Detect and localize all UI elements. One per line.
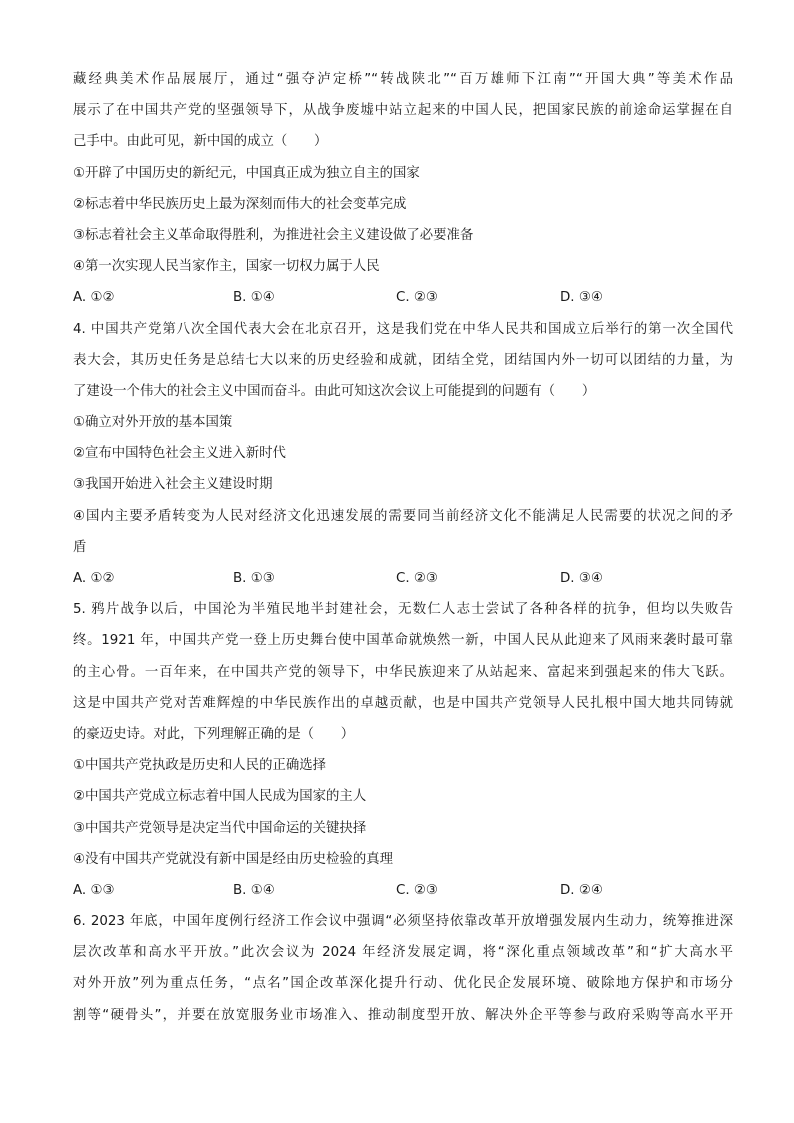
question-4-options [73, 563, 733, 594]
question-4-statement-4: ④国内主要矛盾转变为人民对经济文化迅速发展的需要同当前经济文化不能满足人民需要的状况之间的矛 [73, 508, 733, 524]
question-4-statement-2: ②宣布中国特色社会主义进入新时代 [73, 446, 286, 462]
question-5-option-c[interactable]: C. ②③ [396, 882, 438, 898]
question-5-stem-line-4: 这是中国共产党对苦难辉煌的中华民族作出的卓越贡献，也是中国共产党领导人民扎根中国大地共同铸就 [73, 695, 733, 711]
question-4-option-a[interactable]: A. ①② [73, 571, 115, 586]
question-5-option-b[interactable]: B. ①④ [233, 882, 275, 898]
question-4-option-b[interactable]: B. ①③ [233, 571, 275, 586]
question-5-options [73, 875, 733, 906]
question-3-stem-line-3: 己手中。由此可见，新中国的成立（ ） [73, 134, 328, 150]
question-5-statement-4: ④没有中国共产党就没有新中国是经由历史检验的真理 [73, 851, 393, 867]
question-5-statement-1: ①中国共产党执政是历史和人民的正确选择 [73, 758, 327, 774]
document-page [73, 64, 733, 1031]
question-4-option-c[interactable]: C. ②③ [396, 571, 438, 586]
question-3-statement-2: ②标志着中华民族历史上最为深刻而伟大的社会变革完成 [73, 196, 407, 212]
question-3 [73, 64, 733, 314]
question-6-stem-line-4: 割等“硬骨头”，并要在放宽服务业市场准入、推动制度型开放、解决外企平等参与政府采购等高水平开 [73, 1007, 733, 1023]
question-5-stem-line-3: 的主心骨。一百年来，在中国共产党的领导下，中华民族迎来了从站起来、富起来到强起来的伟大飞跃。 [73, 664, 733, 680]
question-3-stem-line-2: 展示了在中国共产党的坚强领导下，从战争废墟中站立起来的中国人民，把国家民族的前途命运掌握在自 [73, 103, 733, 119]
question-4-stem-line-2: 表大会，其历史任务是总结七大以来的历史经验和成就，团结全党，团结国内外一切可以团结的力量，为 [73, 352, 733, 368]
question-3-statement-1: ①开辟了中国历史的新纪元，中国真正成为独立自主的国家 [73, 165, 420, 181]
question-3-stem-line-1: 藏经典美术作品展展厅，通过“强夺泸定桥”“转战陕北”“百万雄师下江南”“开国大典”等美术作品 [73, 72, 733, 87]
question-5-option-d[interactable]: D. ②④ [560, 882, 603, 898]
question-3-option-c[interactable]: C. ②③ [396, 290, 438, 306]
question-4-option-d[interactable]: D. ③④ [560, 571, 603, 586]
question-6-stem-line-2: 层次改革和高水平开放。”此次会议为 2024 年经济发展定调，将“深化重点领域改革”和“扩大高水平 [73, 945, 733, 961]
question-4-statement-1: ①确立对外开放的基本国策 [73, 415, 233, 431]
question-3-option-b[interactable]: B. ①④ [233, 290, 275, 306]
question-5-statement-2: ②中国共产党成立标志着中国人民成为国家的主人 [73, 789, 367, 805]
question-3-option-a[interactable]: A. ①② [73, 290, 115, 306]
question-3-statement-3: ③标志着社会主义革命取得胜利，为推进社会主义建设做了必要准备 [73, 227, 474, 243]
question-4-stem-line-3: 了建设一个伟大的社会主义中国而奋斗。由此可知这次会议上可能提到的问题有（ ） [73, 383, 596, 399]
question-5-stem-line-2: 终。1921 年，中国共产党一登上历史舞台使中国革命就焕然一新，中国人民从此迎来了风雨来袭时最可靠 [73, 633, 733, 649]
question-5-stem-line-1: 5. 鸦片战争以后，中国沦为半殖民地半封建社会，无数仁人志士尝试了各种各样的抗争，但均以失败告 [73, 602, 733, 618]
question-6-stem-line-1: 6. 2023 年底，中国年度例行经济工作会议中强调“必须坚持依靠改革开放增强发展内生动力，统筹推进深 [73, 914, 733, 930]
question-4-statement-3: ③我国开始进入社会主义建设时期 [73, 477, 273, 493]
question-5-statement-3: ③中国共产党领导是决定当代中国命运的关键抉择 [73, 820, 367, 836]
question-5-option-a[interactable]: A. ①③ [73, 882, 115, 898]
question-6 [73, 906, 733, 1031]
question-5-stem-line-5: 的豪迈史诗。对此，下列理解正确的是（ ） [73, 726, 355, 742]
question-6-stem-line-3: 对外开放”列为重点任务，“点名”国企改革深化提升行动、优化民企发展环境、破除地方保护和市场分 [73, 976, 733, 992]
question-4-statement-4-cont: 盾 [73, 539, 87, 555]
question-3-options [73, 282, 733, 313]
question-3-statement-4: ④第一次实现人民当家作主，国家一切权力属于人民 [73, 259, 380, 275]
question-5 [73, 594, 733, 906]
question-4-stem-line-1: 4. 中国共产党第八次全国代表大会在北京召开，这是我们党在中华人民共和国成立后举行的第一次全国代 [73, 321, 733, 337]
question-3-option-d[interactable]: D. ③④ [560, 290, 603, 306]
question-4 [73, 314, 733, 595]
